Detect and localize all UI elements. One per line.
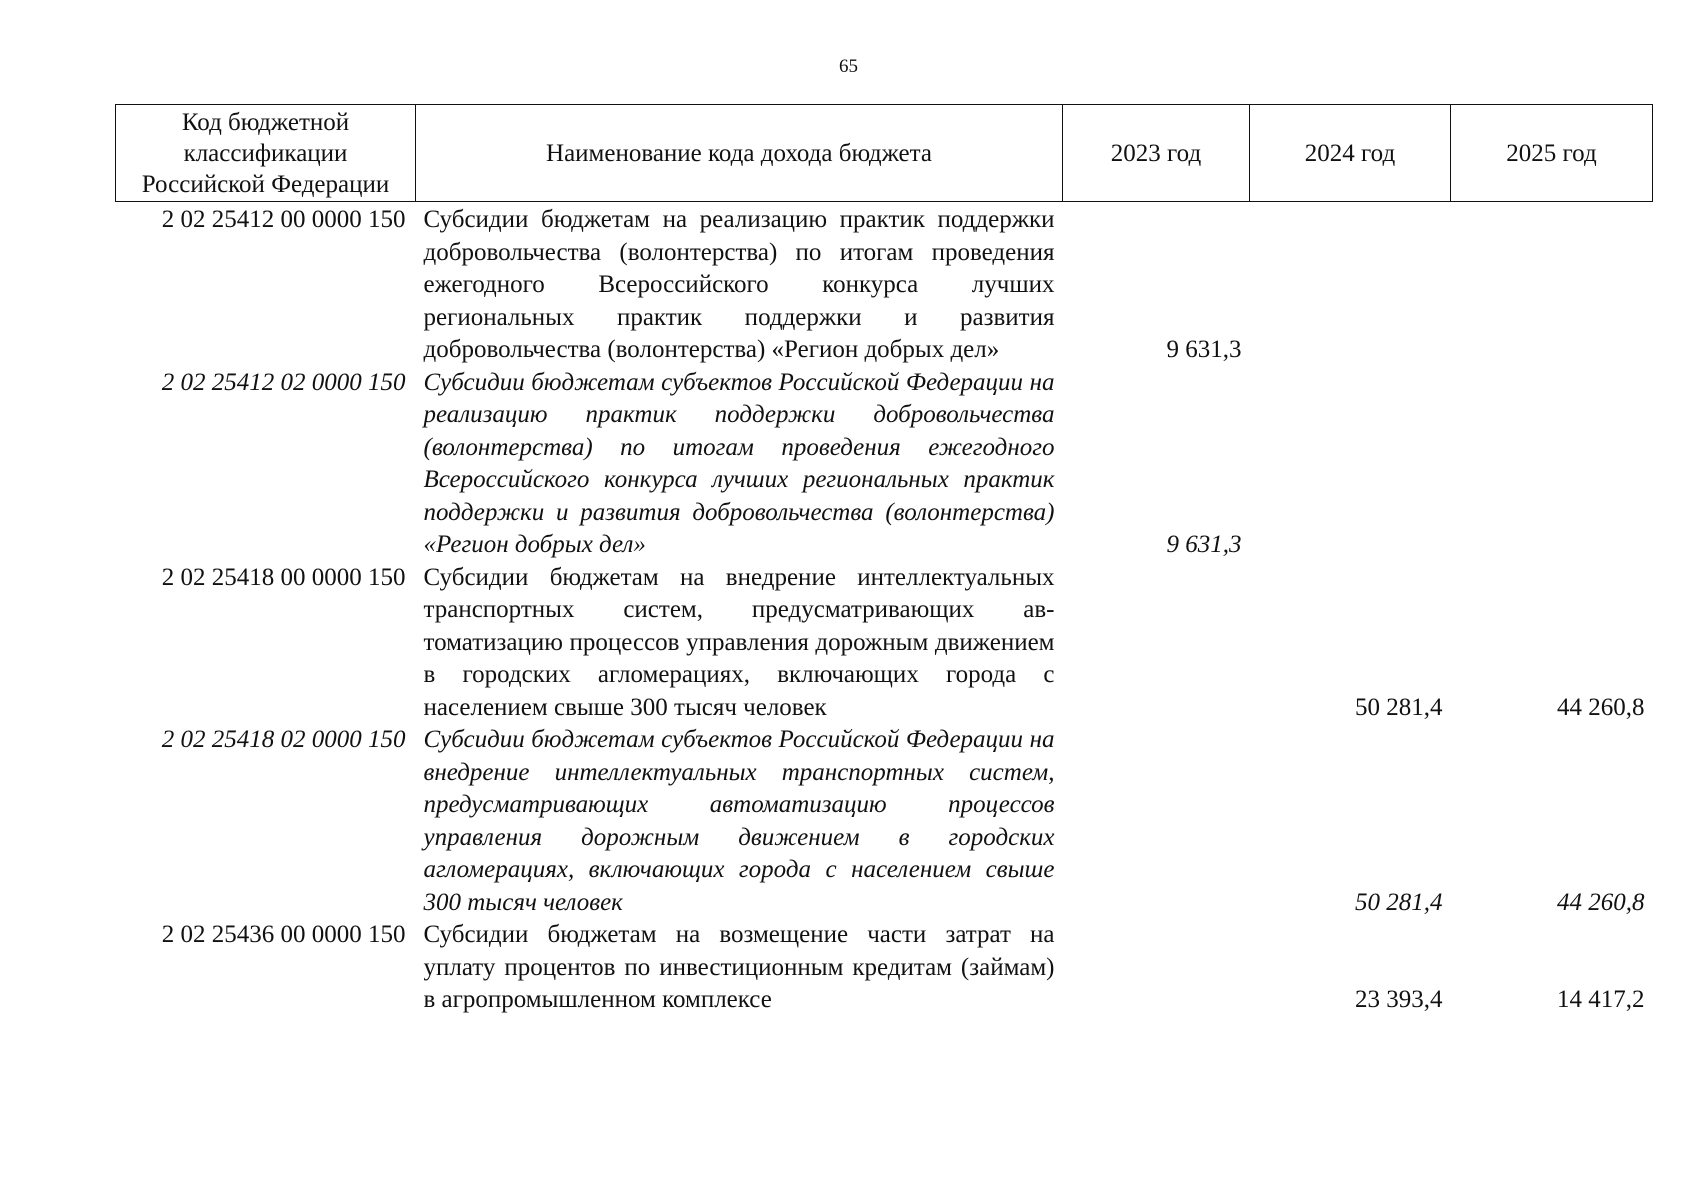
- row-name: Субсидии бюджетам на внедрение интеллектуальных транспортных систем, предусматривающих автоматизацию процессов управления дорожным движением в городских агломерациях, включающих города с населением свыше 300 тысяч человек: [423, 563, 1055, 721]
- row-value-2025: 44 260,8: [1557, 888, 1645, 916]
- header-code: Код бюджетной классификации Российской Федерации: [116, 105, 416, 202]
- table-body: [116, 202, 1653, 1017]
- row-value-2024: 23 393,4: [1355, 986, 1443, 1013]
- row-name: Субсидии бюджетам субъектов Российской Федерации на реализацию практик поддержки добровольчества (волонтерства) по итогам проведения ежегодного Всероссийского конкурса лучших региональных практик поддержки и развития добровольчества (волонтерства) «Регион добрых дел»: [423, 368, 1055, 558]
- table-row: [116, 724, 1653, 919]
- header-2024: 2024 год: [1250, 105, 1451, 202]
- row-value-2025: [1451, 367, 1653, 562]
- row-value-2023: 9 631,3: [1166, 531, 1242, 558]
- table-row: [116, 562, 1653, 725]
- row-value-2024: [1250, 202, 1451, 367]
- budget-income-table: [115, 104, 1653, 1017]
- row-name: Субсидии бюджетам на возмещение части затрат на уплату процентов по инвестиционным кредитам (займам) в агропромышленном комплексе: [423, 921, 1055, 1013]
- row-value-2024: 50 281,4: [1355, 693, 1443, 721]
- header-name: Наименование кода дохода бюджета: [416, 105, 1063, 202]
- header-row: [116, 105, 1653, 202]
- table-row: [116, 919, 1653, 1017]
- row-value-2023: [1063, 724, 1250, 919]
- header-2025: 2025 год: [1451, 105, 1653, 202]
- row-value-2025: 44 260,8: [1557, 693, 1645, 721]
- row-value-2023: [1063, 562, 1250, 725]
- row-value-2023: 9 631,3: [1166, 336, 1242, 363]
- row-code: 2 02 25418 00 0000 150: [161, 563, 406, 591]
- page-number: 65: [839, 56, 858, 77]
- row-code: 2 02 25412 00 0000 150: [161, 206, 406, 233]
- row-value-2024: [1250, 367, 1451, 562]
- table-header: [116, 105, 1653, 202]
- row-name: Субсидии бюджетам на реализацию практик поддержки добровольчества (волонтерства) по итогам проведения ежегодного Всероссийского конкурса лучших региональных практик поддержки и развития добровольчества (волонтерства) «Регион добрых дел»: [423, 206, 1055, 363]
- row-name: Субсидии бюджетам субъектов Российской Федерации на внедрение интеллектуальных транспортных систем, предусматривающих автоматизацию процессов управления дорожным движением в городских агломерациях, включающих города с населением свыше 300 тысяч человек: [423, 726, 1055, 916]
- row-value-2023: [1063, 919, 1250, 1017]
- row-code: 2 02 25436 00 0000 150: [161, 921, 406, 948]
- row-value-2024: 50 281,4: [1355, 888, 1443, 916]
- table-row: [116, 367, 1653, 562]
- row-value-2025: [1451, 202, 1653, 367]
- row-code: 2 02 25418 02 0000 150: [161, 726, 406, 753]
- table-row: [116, 202, 1653, 367]
- row-value-2025: 14 417,2: [1557, 986, 1645, 1013]
- row-code: 2 02 25412 02 0000 150: [161, 368, 406, 396]
- header-2023: 2023 год: [1063, 105, 1250, 202]
